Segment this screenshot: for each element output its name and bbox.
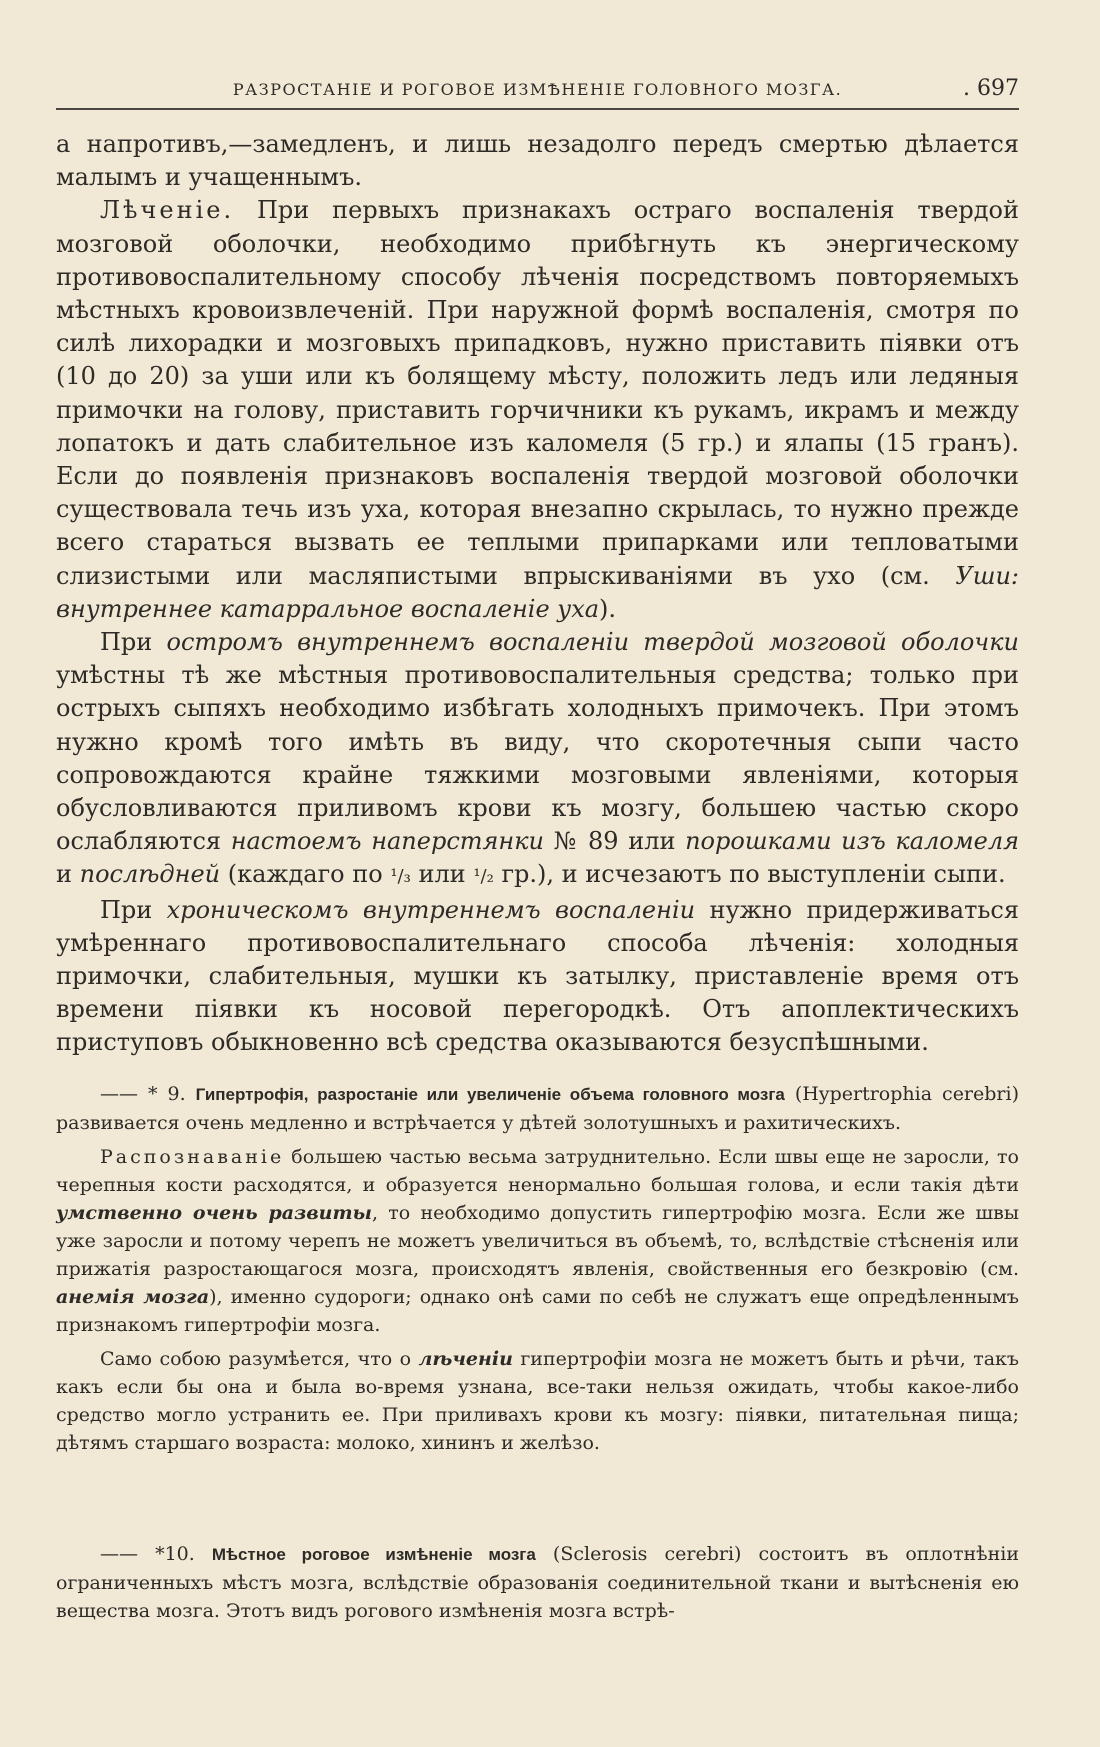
paragraph-text: Само собою разумѣется, что о — [100, 1348, 419, 1370]
paragraph-text: гр.), и исчезаютъ по выступленіи сыпи. — [493, 860, 1006, 889]
paragraph-acute — [56, 626, 1019, 894]
paragraph-text: гипертрофіи мозга не можетъ быть и рѣчи, такъ какъ если бы она и была во-время узнана, все-таки нельзя ожидать, чтобы какое-либо средство могло устранить ее. При приливахъ крови къ мозгу: піявки, питательная пища; дѣтямъ старшаго возраста: молоко, хининъ и желѣзо. — [56, 1348, 1019, 1454]
paragraph-heading: Лѣченіе. — [100, 196, 235, 225]
emphasis: послѣдней — [79, 860, 221, 889]
fraction: ¹/₂ — [473, 866, 494, 888]
paragraph-text: ), именно судороги; однако онѣ сами по себѣ не служатъ еще опредѣленнымъ признакомъ гипертрофіи мозга. — [56, 1286, 1019, 1336]
paragraph-text: (Hypertrophia cerebri) развивается очень медленно и встрѣчается у дѣтей золотушныхъ и рахитическихъ. — [56, 1083, 1019, 1134]
running-header — [56, 76, 1019, 106]
paragraph-heading: Распознаваніе — [100, 1146, 285, 1168]
emphasis: лѣченіи — [418, 1348, 513, 1370]
paragraph-text: При — [100, 895, 167, 924]
page-number: . 697 — [963, 76, 1019, 101]
section-number: —— *10. — [100, 1543, 212, 1565]
header-rule — [56, 108, 1019, 110]
section-number: —— * 9. — [100, 1083, 196, 1105]
paragraph-treatment — [56, 194, 1019, 626]
section-9-diagnosis — [56, 1143, 1019, 1339]
cross-reference: Уши: внутреннее катарральное воспаленіе уха — [56, 561, 1019, 623]
paragraph-text: (каждаго по — [220, 860, 391, 889]
running-title: РАЗРОСТАНІЕ И РОГОВОЕ ИЗМѢНЕНІЕ ГОЛОВНОГО МОЗГА. — [232, 80, 843, 99]
paragraph-text: , то необходимо допустить гипертрофію мозга. Если же швы уже заросли и потому черепъ не можетъ увеличиться въ объемѣ, то, вслѣдствіе стѣсненія или прижатія разростающагося мозга, происходятъ явленія, свойственныя его безкровію (см. — [56, 1202, 1019, 1280]
paragraph-chronic — [56, 894, 1019, 1060]
paragraph-text: (Sclerosis cerebri) состоитъ въ оплотнѣніи ограниченныхъ мѣстъ мозга, вслѣдствіе образованія соединительной ткани и вытѣсненія ею вещества мозга. Этотъ видъ рогового измѣненія мозга встрѣ- — [56, 1543, 1020, 1622]
section-9-intro — [56, 1080, 1019, 1137]
emphasis: хроническомъ внутреннемъ воспаленіи — [166, 895, 696, 924]
paragraph-text: ). — [599, 594, 617, 623]
paragraph-continuation — [56, 128, 1019, 194]
section-title: Мѣстное роговое измѣненіе мозга — [211, 1545, 536, 1564]
section-9-treatment — [56, 1345, 1019, 1457]
section-9 — [56, 1080, 1019, 1457]
section-10-intro — [56, 1540, 1019, 1625]
emphasis: анемія мозга — [56, 1286, 210, 1308]
paragraph-text: При — [100, 628, 167, 657]
section-title: Гипертрофія, разростаніе или увеличеніе объема головного мозга — [195, 1085, 785, 1104]
emphasis: настоемъ наперстянки — [230, 827, 545, 856]
fraction: ¹/₃ — [390, 866, 411, 888]
paragraph-text: а напротивъ,—замедленъ, и лишь незадолго передъ смертью дѣлается малымъ и учащеннымъ. — [56, 130, 1019, 192]
section-10 — [56, 1540, 1019, 1625]
main-text — [56, 128, 1019, 1060]
paragraph-text: или — [410, 860, 474, 889]
paragraph-text: нужно придерживаться умѣреннаго противовоспалительнаго способа лѣченія: холодныя примочки, слабительныя, мушки къ затылку, приставленіе время отъ времени піявки къ носовой перегородкѣ. Отъ апоплектическихъ приступовъ обыкновенно всѣ средства оказываются безуспѣшными. — [56, 895, 1019, 1057]
paragraph-text: № 89 или — [544, 827, 686, 856]
paragraph-text: большею частью весьма затруднительно. Если швы еще не заросли, то черепныя кости расходятся, и образуется ненормально большая голова, и если такія дѣти — [56, 1146, 1019, 1196]
emphasis: умственно очень развиты — [56, 1202, 372, 1224]
paragraph-text: и — [56, 860, 80, 889]
emphasis: остромъ внутреннемъ воспаленіи твердой мозговой оболочки — [166, 628, 1019, 657]
paragraph-text: умѣстны тѣ же мѣстныя противовоспалительныя средства; только при острыхъ сыпяхъ необходимо избѣгать холодныхъ примочекъ. При этомъ нужно кромѣ того имѣть въ виду, что скоротечныя сыпи часто сопровождаются крайне тяжкими мозговыми явленіями, которыя обусловливаются приливомъ крови къ мозгу, большею частью скоро ослабляются — [56, 661, 1019, 856]
emphasis: порошками изъ каломеля — [685, 827, 1020, 856]
paragraph-text: При первыхъ признакахъ остраго воспаленія твердой мозговой оболочки, необходимо прибѣгнуть къ энергическому противовоспалительному способу лѣченія посредствомъ повторяемыхъ мѣстныхъ кровоизвлеченій. При наружной формѣ воспаленія, смотря по силѣ лихорадки и мозговыхъ припадковъ, нужно приставить піявки отъ (10 до 20) за уши или къ болящему мѣсту, положить ледъ или ледяныя примочки на голову, приставить горчичники къ рукамъ, икрамъ и между лопатокъ и дать слабительное изъ каломеля (5 гр.) и ялапы (15 гранъ). Если до появленія признаковъ воспаленія твердой мозговой оболочки существовала течь изъ уха, которая внезапно скрылась, то нужно прежде всего стараться вызвать ее теплыми припарками или тепловатыми слизистыми или масляпистыми впрыскиваніями въ ухо (см. — [56, 196, 1019, 590]
